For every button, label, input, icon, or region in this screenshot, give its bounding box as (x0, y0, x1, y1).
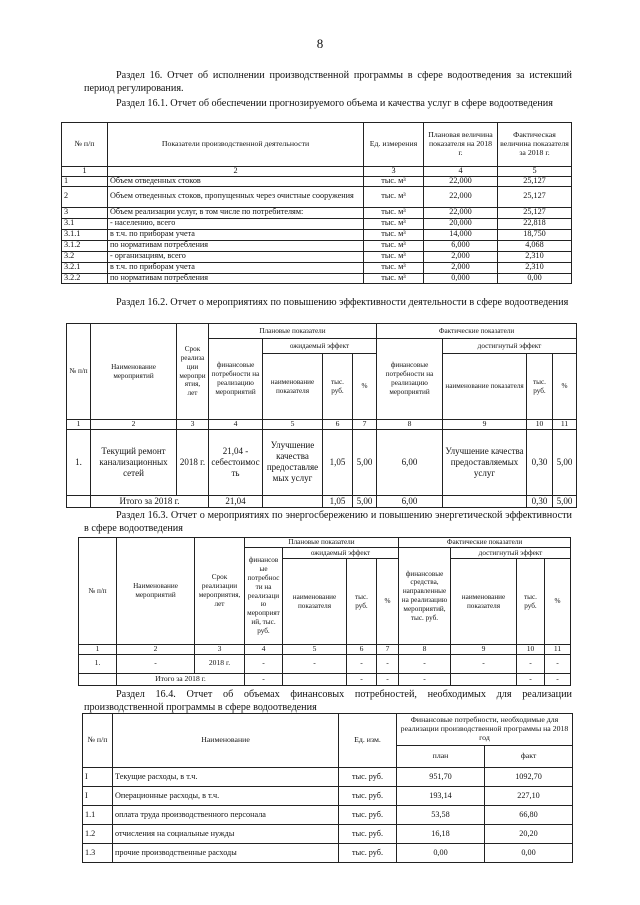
cell-unit: тыс. м³ (364, 240, 424, 251)
total-fin-fact: 6,00 (377, 495, 443, 507)
total-rub-fact: 0,30 (527, 495, 553, 507)
colnum: 9 (443, 420, 527, 430)
cell-plan: 2,000 (424, 262, 498, 273)
cell-fact: 1092,70 (485, 768, 573, 787)
table-row (62, 229, 572, 240)
table-16-1 (61, 122, 572, 284)
cell-unit: тыс. м³ (364, 176, 424, 186)
colnum: 7 (353, 420, 377, 430)
colnum: 1 (67, 420, 91, 430)
page-number: 8 (316, 36, 324, 51)
table-row (83, 768, 573, 787)
cell-fact: 2,310 (498, 251, 572, 262)
header-num: № п/п (67, 324, 91, 420)
cell-name: - населению, всего (108, 218, 364, 229)
colnum: 3 (177, 420, 209, 430)
total-label: Итого за 2018 г. (91, 495, 209, 507)
header-fact: факт (485, 746, 573, 768)
table-row (83, 787, 573, 806)
header-rub: тыс. руб. (527, 354, 553, 420)
header-fact: Фактическая величина показателя за 2018 г. (498, 123, 572, 167)
table-row (62, 207, 572, 218)
header-achieved-effect: достигнутый эффект (451, 548, 571, 559)
colnum: 5 (283, 645, 347, 655)
header-plan: план (397, 746, 485, 768)
cell-plan: 2,000 (424, 251, 498, 262)
cell-name: отчисления на социальные нужды (113, 825, 339, 844)
table-row (62, 176, 572, 186)
cell-dash: - (347, 654, 377, 673)
header-fact: Фактические показатели (399, 538, 571, 548)
table-row (83, 806, 573, 825)
cell-dash: - (377, 654, 399, 673)
cell-num: 3.1.1 (62, 229, 108, 240)
header-fin-fact: финансовые средства, направленные на реализацию мероприятий, тыс. руб. (399, 548, 451, 645)
cell-plan: 0,00 (397, 844, 485, 863)
cell-dash: - (399, 654, 451, 673)
cell-plan: 20,000 (424, 218, 498, 229)
cell-plan: 0,000 (424, 273, 498, 283)
total-pct-fact: 5,00 (553, 495, 577, 507)
cell-name: в т.ч. по приборам учета (108, 262, 364, 273)
cell-fact: 0,00 (498, 273, 572, 283)
header-fin-plan: финансовые потребности на реализацию мероприятий (209, 339, 263, 420)
header-fact: Фактические показатели (377, 324, 577, 339)
cell-pct: 5,00 (353, 429, 377, 495)
header-plan: Плановые показатели (245, 538, 399, 548)
colnum: 10 (527, 420, 553, 430)
cell-unit: тыс. руб. (339, 768, 397, 787)
section-16-3-title: Раздел 16.3. Отчет о мероприятиях по энергосбережению и повышению энергетической эффективности в сфере водоотведения (84, 510, 572, 534)
cell-plan: 22,000 (424, 186, 498, 207)
table-row (62, 186, 572, 207)
table-total-row (79, 673, 571, 685)
cell-unit: тыс. руб. (339, 787, 397, 806)
cell-num: 1.2 (83, 825, 113, 844)
header-pct: % (377, 559, 399, 645)
cell-num: 3.1.2 (62, 240, 108, 251)
colnum: 4 (245, 645, 283, 655)
table-row (62, 251, 572, 262)
table-16-3 (78, 537, 571, 686)
cell-dash: - (545, 673, 571, 685)
cell-num: I (83, 787, 113, 806)
cell-name: прочие производственные расходы (113, 844, 339, 863)
cell-dash: - (451, 654, 517, 673)
header-num: № п/п (62, 123, 108, 167)
cell-plan: 6,000 (424, 240, 498, 251)
colnum: 4 (209, 420, 263, 430)
cell-num: 1.1 (83, 806, 113, 825)
cell-dash: - (283, 654, 347, 673)
cell-name: - (117, 654, 195, 673)
cell-fact: 25,127 (498, 186, 572, 207)
header-term: Срок реализации мероприятия, лет (177, 324, 209, 420)
colnum: 2 (108, 167, 364, 177)
header-plan: Плановая величина показателя на 2018 г. (424, 123, 498, 167)
cell-dash: - (545, 654, 571, 673)
header-indicator: наименование показателя (443, 354, 527, 420)
cell-name: - организациям, всего (108, 251, 364, 262)
header-name: Наименование (113, 714, 339, 768)
header-term: Срок реализации мероприятия, лет (195, 538, 245, 645)
header-fin-plan: финансовые потребности на реализацию мероприятий, тыс. руб. (245, 548, 283, 645)
cell-name: Объем отведенных стоков (108, 176, 364, 186)
table-row (62, 273, 572, 283)
section-16-1-title: Раздел 16.1. Отчет об обеспечении прогнозируемого объема и качества услуг в сфере водоотведения (116, 98, 553, 109)
cell-effect: Улучшение качества предоставляемых услуг (263, 429, 323, 495)
cell-num: 1 (62, 176, 108, 186)
cell-unit: тыс. руб. (339, 844, 397, 863)
cell-dash: - (377, 673, 399, 685)
section-16-title: Раздел 16. Отчет об исполнении производственной программы в сфере водоотведения за истекший период регулирования. (84, 70, 572, 94)
cell-fact: 4,068 (498, 240, 572, 251)
total-fin: 21,04 (209, 495, 263, 507)
cell-plan: 14,000 (424, 229, 498, 240)
cell-num: 3 (62, 207, 108, 218)
cell-effect-fact: Улучшение качества предоставляемых услуг (443, 429, 527, 495)
colnum: 9 (451, 645, 517, 655)
cell-rub: 1,05 (323, 429, 353, 495)
cell-num: 1. (67, 429, 91, 495)
cell-num: 1. (79, 654, 117, 673)
cell-unit: тыс. м³ (364, 186, 424, 207)
cell-num: 2 (62, 186, 108, 207)
cell-plan: 16,18 (397, 825, 485, 844)
cell-fact: 0,00 (485, 844, 573, 863)
header-name: Показатели производственной деятельности (108, 123, 364, 167)
header-pct: % (553, 354, 577, 420)
cell-plan: 951,70 (397, 768, 485, 787)
colnum: 3 (364, 167, 424, 177)
cell-plan: 22,000 (424, 176, 498, 186)
header-pct: % (545, 559, 571, 645)
table-row (62, 218, 572, 229)
header-indicator: наименование показателя (283, 559, 347, 645)
header-achieved-effect: достигнутый эффект (443, 339, 577, 354)
total-label: Итого за 2018 г. (117, 673, 245, 685)
total-pct: 5,00 (353, 495, 377, 507)
cell-num: 1.3 (83, 844, 113, 863)
cell-fin-fact: 6,00 (377, 429, 443, 495)
cell-plan: 22,000 (424, 207, 498, 218)
header-rub: тыс. руб. (323, 354, 353, 420)
cell-name: оплата труда производственного персонала (113, 806, 339, 825)
header-unit: Ед. изм. (339, 714, 397, 768)
cell-name: Объем реализации услуг, в том числе по потребителям: (108, 207, 364, 218)
cell-dash: - (517, 673, 545, 685)
cell-unit: тыс. м³ (364, 229, 424, 240)
cell-unit: тыс. м³ (364, 262, 424, 273)
header-plan: Плановые показатели (209, 324, 377, 339)
colnum: 5 (263, 420, 323, 430)
header-pct: % (353, 354, 377, 420)
table-16-2 (66, 323, 577, 508)
cell-fact: 227,10 (485, 787, 573, 806)
cell-unit: тыс. м³ (364, 207, 424, 218)
colnum: 3 (195, 645, 245, 655)
cell-name: по нормативам потребления (108, 240, 364, 251)
cell-fact: 66,80 (485, 806, 573, 825)
colnum: 4 (424, 167, 498, 177)
header-indicator: наименование показателя (263, 354, 323, 420)
cell-num: 3.1 (62, 218, 108, 229)
cell-plan: 193,14 (397, 787, 485, 806)
section-16-2-title: Раздел 16.2. Отчет о мероприятиях по повышению эффективности деятельности в сфере водоотведения (116, 297, 569, 308)
colnum: 2 (91, 420, 177, 430)
header-rub: тыс. руб. (347, 559, 377, 645)
cell-dash: - (347, 673, 377, 685)
cell-unit: тыс. м³ (364, 273, 424, 283)
cell-name: по нормативам потребления (108, 273, 364, 283)
table-row (62, 240, 572, 251)
cell-fact: 20,20 (485, 825, 573, 844)
colnum: 10 (517, 645, 545, 655)
cell-num: 3.2.2 (62, 273, 108, 283)
cell-num: I (83, 768, 113, 787)
cell-dash: - (245, 654, 283, 673)
header-name: Наименование мероприятий (117, 538, 195, 645)
cell-name: в т.ч. по приборам учета (108, 229, 364, 240)
table-16-4 (82, 713, 573, 863)
cell-dash: - (245, 673, 283, 685)
header-fin-fact: финансовые потребности на реализацию мероприятий (377, 339, 443, 420)
header-num: № п/п (83, 714, 113, 768)
cell-num: 3.2 (62, 251, 108, 262)
cell-fact: 25,127 (498, 207, 572, 218)
colnum: 1 (62, 167, 108, 177)
cell-name: Текущие расходы, в т.ч. (113, 768, 339, 787)
cell-num: 3.2.1 (62, 262, 108, 273)
cell-dash: - (517, 654, 545, 673)
table-row (83, 844, 573, 863)
header-expected-effect: ожидаемый эффект (283, 548, 399, 559)
cell-unit: тыс. руб. (339, 825, 397, 844)
cell-name: Текущий ремонт канализационных сетей (91, 429, 177, 495)
cell-fact: 25,127 (498, 176, 572, 186)
cell-unit: тыс. м³ (364, 251, 424, 262)
cell-unit: тыс. м³ (364, 218, 424, 229)
cell-unit: тыс. руб. (339, 806, 397, 825)
table-row (67, 429, 577, 495)
table-row (83, 825, 573, 844)
table-row (79, 654, 571, 673)
header-indicator: наименование показателя (451, 559, 517, 645)
colnum: 1 (79, 645, 117, 655)
cell-fact: 18,750 (498, 229, 572, 240)
header-fin: Финансовые потребности, необходимые для реализации производственной программы на 2018 год (397, 714, 573, 746)
cell-dash: - (399, 673, 451, 685)
colnum: 7 (377, 645, 399, 655)
cell-pct-fact: 5,00 (553, 429, 577, 495)
cell-name: Объем отведенных стоков, пропущенных через очистные сооружения (108, 186, 364, 207)
header-name: Наименование мероприятий (91, 324, 177, 420)
header-expected-effect: ожидаемый эффект (263, 339, 377, 354)
header-unit: Ед. измерения (364, 123, 424, 167)
section-16-4-title: Раздел 16.4. Отчет об объемах финансовых потребностей, необходимых для реализации производственной программы в сфере водоотведения (84, 689, 572, 713)
header-num: № п/п (79, 538, 117, 645)
colnum: 2 (117, 645, 195, 655)
header-rub: тыс. руб. (517, 559, 545, 645)
colnum: 6 (323, 420, 353, 430)
colnum: 8 (399, 645, 451, 655)
table-total-row (67, 495, 577, 507)
table-row (62, 262, 572, 273)
cell-fin: 21,04 - себестоимость (209, 429, 263, 495)
colnum: 5 (498, 167, 572, 177)
colnum: 6 (347, 645, 377, 655)
cell-name: Операционные расходы, в т.ч. (113, 787, 339, 806)
cell-term: 2018 г. (195, 654, 245, 673)
cell-plan: 53,58 (397, 806, 485, 825)
total-rub: 1,05 (323, 495, 353, 507)
cell-term: 2018 г. (177, 429, 209, 495)
cell-fact: 22,818 (498, 218, 572, 229)
cell-fact: 2,310 (498, 262, 572, 273)
colnum: 11 (545, 645, 571, 655)
cell-rub-fact: 0,30 (527, 429, 553, 495)
colnum: 11 (553, 420, 577, 430)
colnum: 8 (377, 420, 443, 430)
